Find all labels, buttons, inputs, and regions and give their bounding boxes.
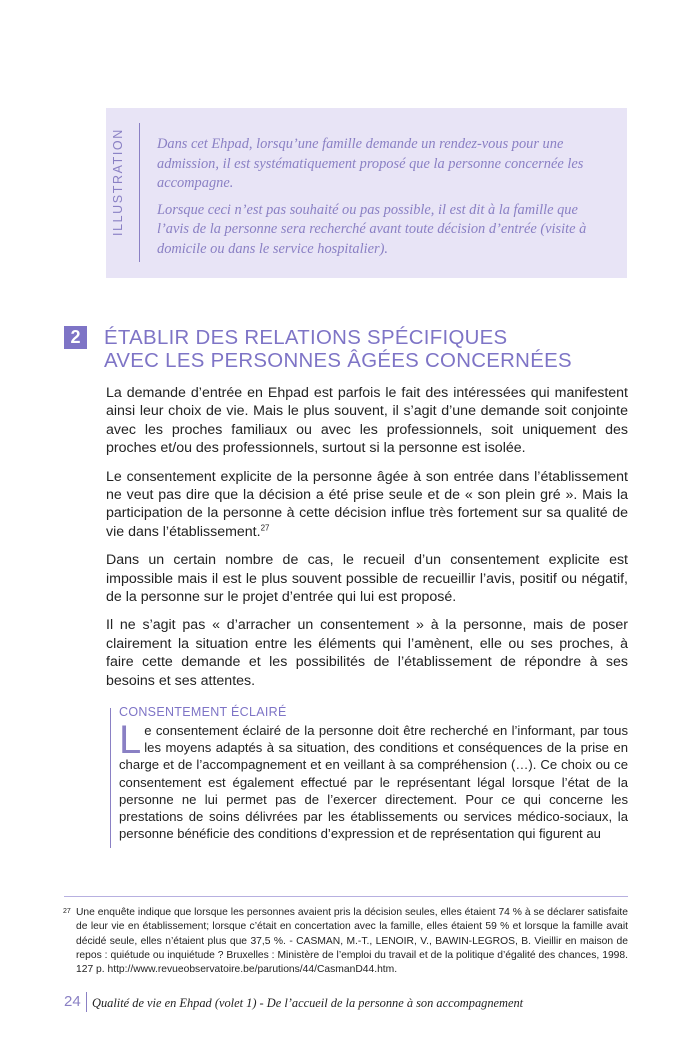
footnote-divider bbox=[64, 896, 628, 897]
footnote-number: 27 bbox=[63, 908, 71, 915]
footnote-text: Une enquête indique que lorsque les personnes avaient pris la décision seules, elles étaient 74 % à se déclarer satisfaite de leur vie en établissement; lorsque c’était en concertation avec la famille, elles étaient 59 % et lorsque la famille avait décidé seule, elles n’étaient plus que 37,5 %. - CASMAN, M.-T., LENOIR, V., BAWIN-LEGROS, B. Vieillir en maison de repos : quiétude ou inquiétude ? Bruxelles : Ministère de l’emploi du travail et de la politique d’égalité des chances, 1998. 127 p. http://www.revueobservatoire.be/parutions/44/CasmanD44.htm. bbox=[76, 907, 628, 976]
consent-box-divider bbox=[110, 708, 111, 848]
section-number-badge: 2 bbox=[64, 326, 87, 349]
footer-divider bbox=[86, 992, 87, 1012]
illustration-label: ILLUSTRATION bbox=[111, 128, 125, 236]
illustration-paragraph: Lorsque ceci n’est pas souhaité ou pas possible, il est dit à la famille que l’avis de la personne sera recherché avant toute décision d’entrée (visite à domicile ou dans le service hospitalier). bbox=[157, 201, 587, 257]
section-title-line: ÉTABLIR DES RELATIONS SPÉCIFIQUES bbox=[104, 327, 508, 349]
section-title bbox=[104, 327, 604, 373]
illustration-divider bbox=[139, 123, 140, 262]
body-paragraph: Il ne s’agit pas « d’arracher un consentement » à la personne, mais de poser clairement la situation entre les éléments qui l’amènent, elle ou ses proches, à faire cette demande et les possibilités de l’établissement de répondre à ses besoins et ses attentes. bbox=[106, 617, 628, 689]
body-paragraph: Dans un certain nombre de cas, le recueil d’un consentement explicite est impossible mais il est le plus souvent possible de recueillir l’avis, positif ou négatif, de la personne sur le projet d’entrée qui lui est proposé. bbox=[106, 552, 628, 606]
running-title: Qualité de vie en Ehpad (volet 1) - De l’accueil de la personne à son accompagnement bbox=[92, 996, 524, 1010]
body-paragraph: La demande d’entrée en Ehpad est parfois le fait des intéressées qui manifestent ainsi leur choix de vie. Mais le plus souvent, il s’agit d’une demande soit conjointe avec les proches familiaux ou avec les professionnels, soit uniquement des proches et/ou des professionnels, surtout si la personne est isolée. bbox=[106, 385, 628, 457]
dropcap: L bbox=[119, 718, 142, 762]
consent-box-title: CONSENTEMENT ÉCLAIRÉ bbox=[119, 705, 287, 719]
consent-box-text bbox=[119, 718, 628, 842]
consent-box-body: e consentement éclairé de la personne doit être recherché en l’informant, par tous les moyens adaptés à sa situation, des conditions et conséquences de la prise en charge et de l’accompagnement et en veillant à sa compréhension (…). Ce choix ou ce consentement est également effectué par le représentant légal lorsque l’état de la personne ne lui permet pas de l’exercer directement. Pour ce qui concerne les prestations de soins délivrées par les établissements ou services médico-sociaux, la personne bénéficie des conditions d’expression et de représentation qui figurent au bbox=[119, 723, 628, 842]
body-paragraph-text: Le consentement explicite de la personne âgée à son entrée dans l’établissement ne veut pas dire que la décision a été prise seule et de « son plein gré ». Mais la participation de la personne à cette décision influe très fortement sur sa qualité de vie dans l’établissement. bbox=[106, 468, 628, 540]
footnote-reference[interactable]: 27 bbox=[260, 523, 270, 533]
page-number: 24 bbox=[64, 993, 81, 1010]
section-body bbox=[106, 384, 628, 700]
illustration-paragraph: Dans cet Ehpad, lorsqu’une famille demande un rendez-vous pour une admission, il est systématiquement proposé que la personne concernée les accompagne. bbox=[157, 136, 584, 191]
section-title-line: AVEC LES PERSONNES ÂGÉES CONCERNÉES bbox=[104, 350, 572, 372]
footnote bbox=[63, 906, 628, 977]
body-paragraph bbox=[106, 468, 628, 542]
illustration-text bbox=[157, 135, 597, 266]
